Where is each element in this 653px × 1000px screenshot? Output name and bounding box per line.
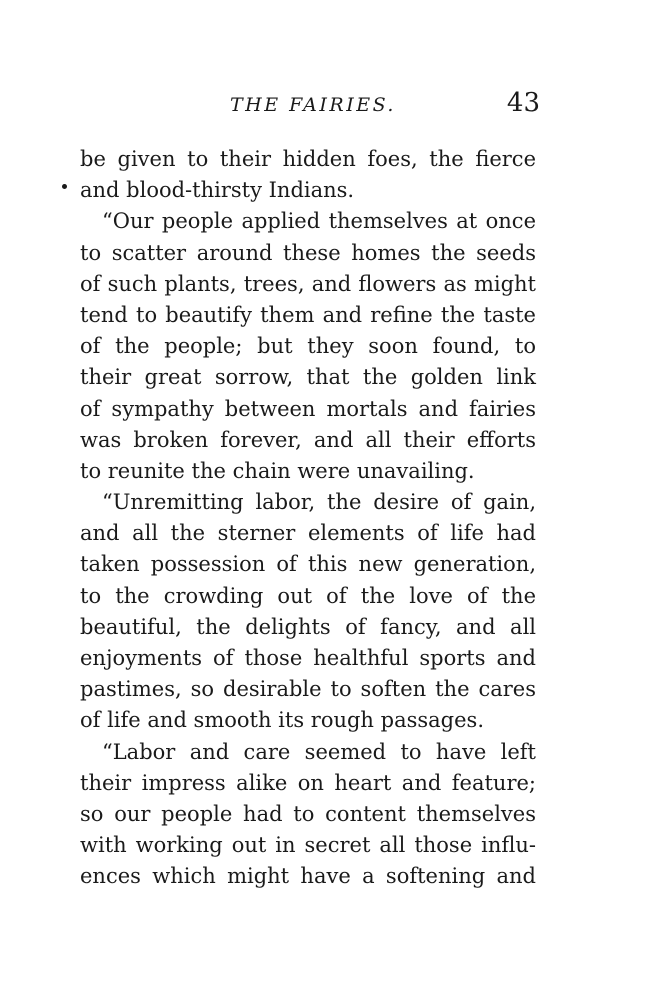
text-line: to the crowding out of the love of the <box>80 583 536 608</box>
text-line: pastimes, so desirable to soften the cares <box>80 677 536 702</box>
text-line: was broken forever, and all their efforts <box>80 427 536 452</box>
text-line: their great sorrow, that the golden link <box>80 365 536 390</box>
body-text <box>80 144 536 893</box>
text-line: to scatter around these homes the seeds <box>80 240 536 265</box>
text-line: be given to their hidden foes, the fierce <box>80 147 536 171</box>
text-line: of life and smooth its rough passages. <box>80 708 484 733</box>
text-line: with working out in secret all those influ- <box>80 833 536 858</box>
text-line: and blood-thirsty Indians. <box>80 178 355 203</box>
text-line: “Labor and care seemed to have left <box>102 739 536 764</box>
text-line: of sympathy between mortals and fairies <box>80 396 536 421</box>
page-number: 43 <box>506 88 540 118</box>
text-line: enjoyments of those healthful sports and <box>80 646 536 670</box>
text-line: “Unremitting labor, the desire of gain, <box>102 490 536 515</box>
text-line: beautiful, the delights of fancy, and all <box>80 614 536 639</box>
text-line: ences which might have a softening and <box>80 864 536 889</box>
text-line: tend to beautify them and refine the taste <box>80 302 536 327</box>
text-line: so our people had to content themselves <box>80 801 536 826</box>
text-line: of the people; but they soon found, to <box>80 334 536 359</box>
running-head: THE FAIRIES. <box>230 94 396 116</box>
text-line: “Our people applied themselves at once <box>102 209 536 234</box>
text-line: of such plants, trees, and flowers as might <box>80 271 536 296</box>
text-line: their impress alike on heart and feature; <box>80 770 536 795</box>
margin-dot-mark <box>62 184 67 189</box>
text-line: and all the sterner elements of life had <box>80 521 536 546</box>
text-line: taken possession of this new generation, <box>80 552 536 577</box>
text-line: to reunite the chain were unavailing. <box>80 458 475 483</box>
page-header <box>80 86 540 126</box>
